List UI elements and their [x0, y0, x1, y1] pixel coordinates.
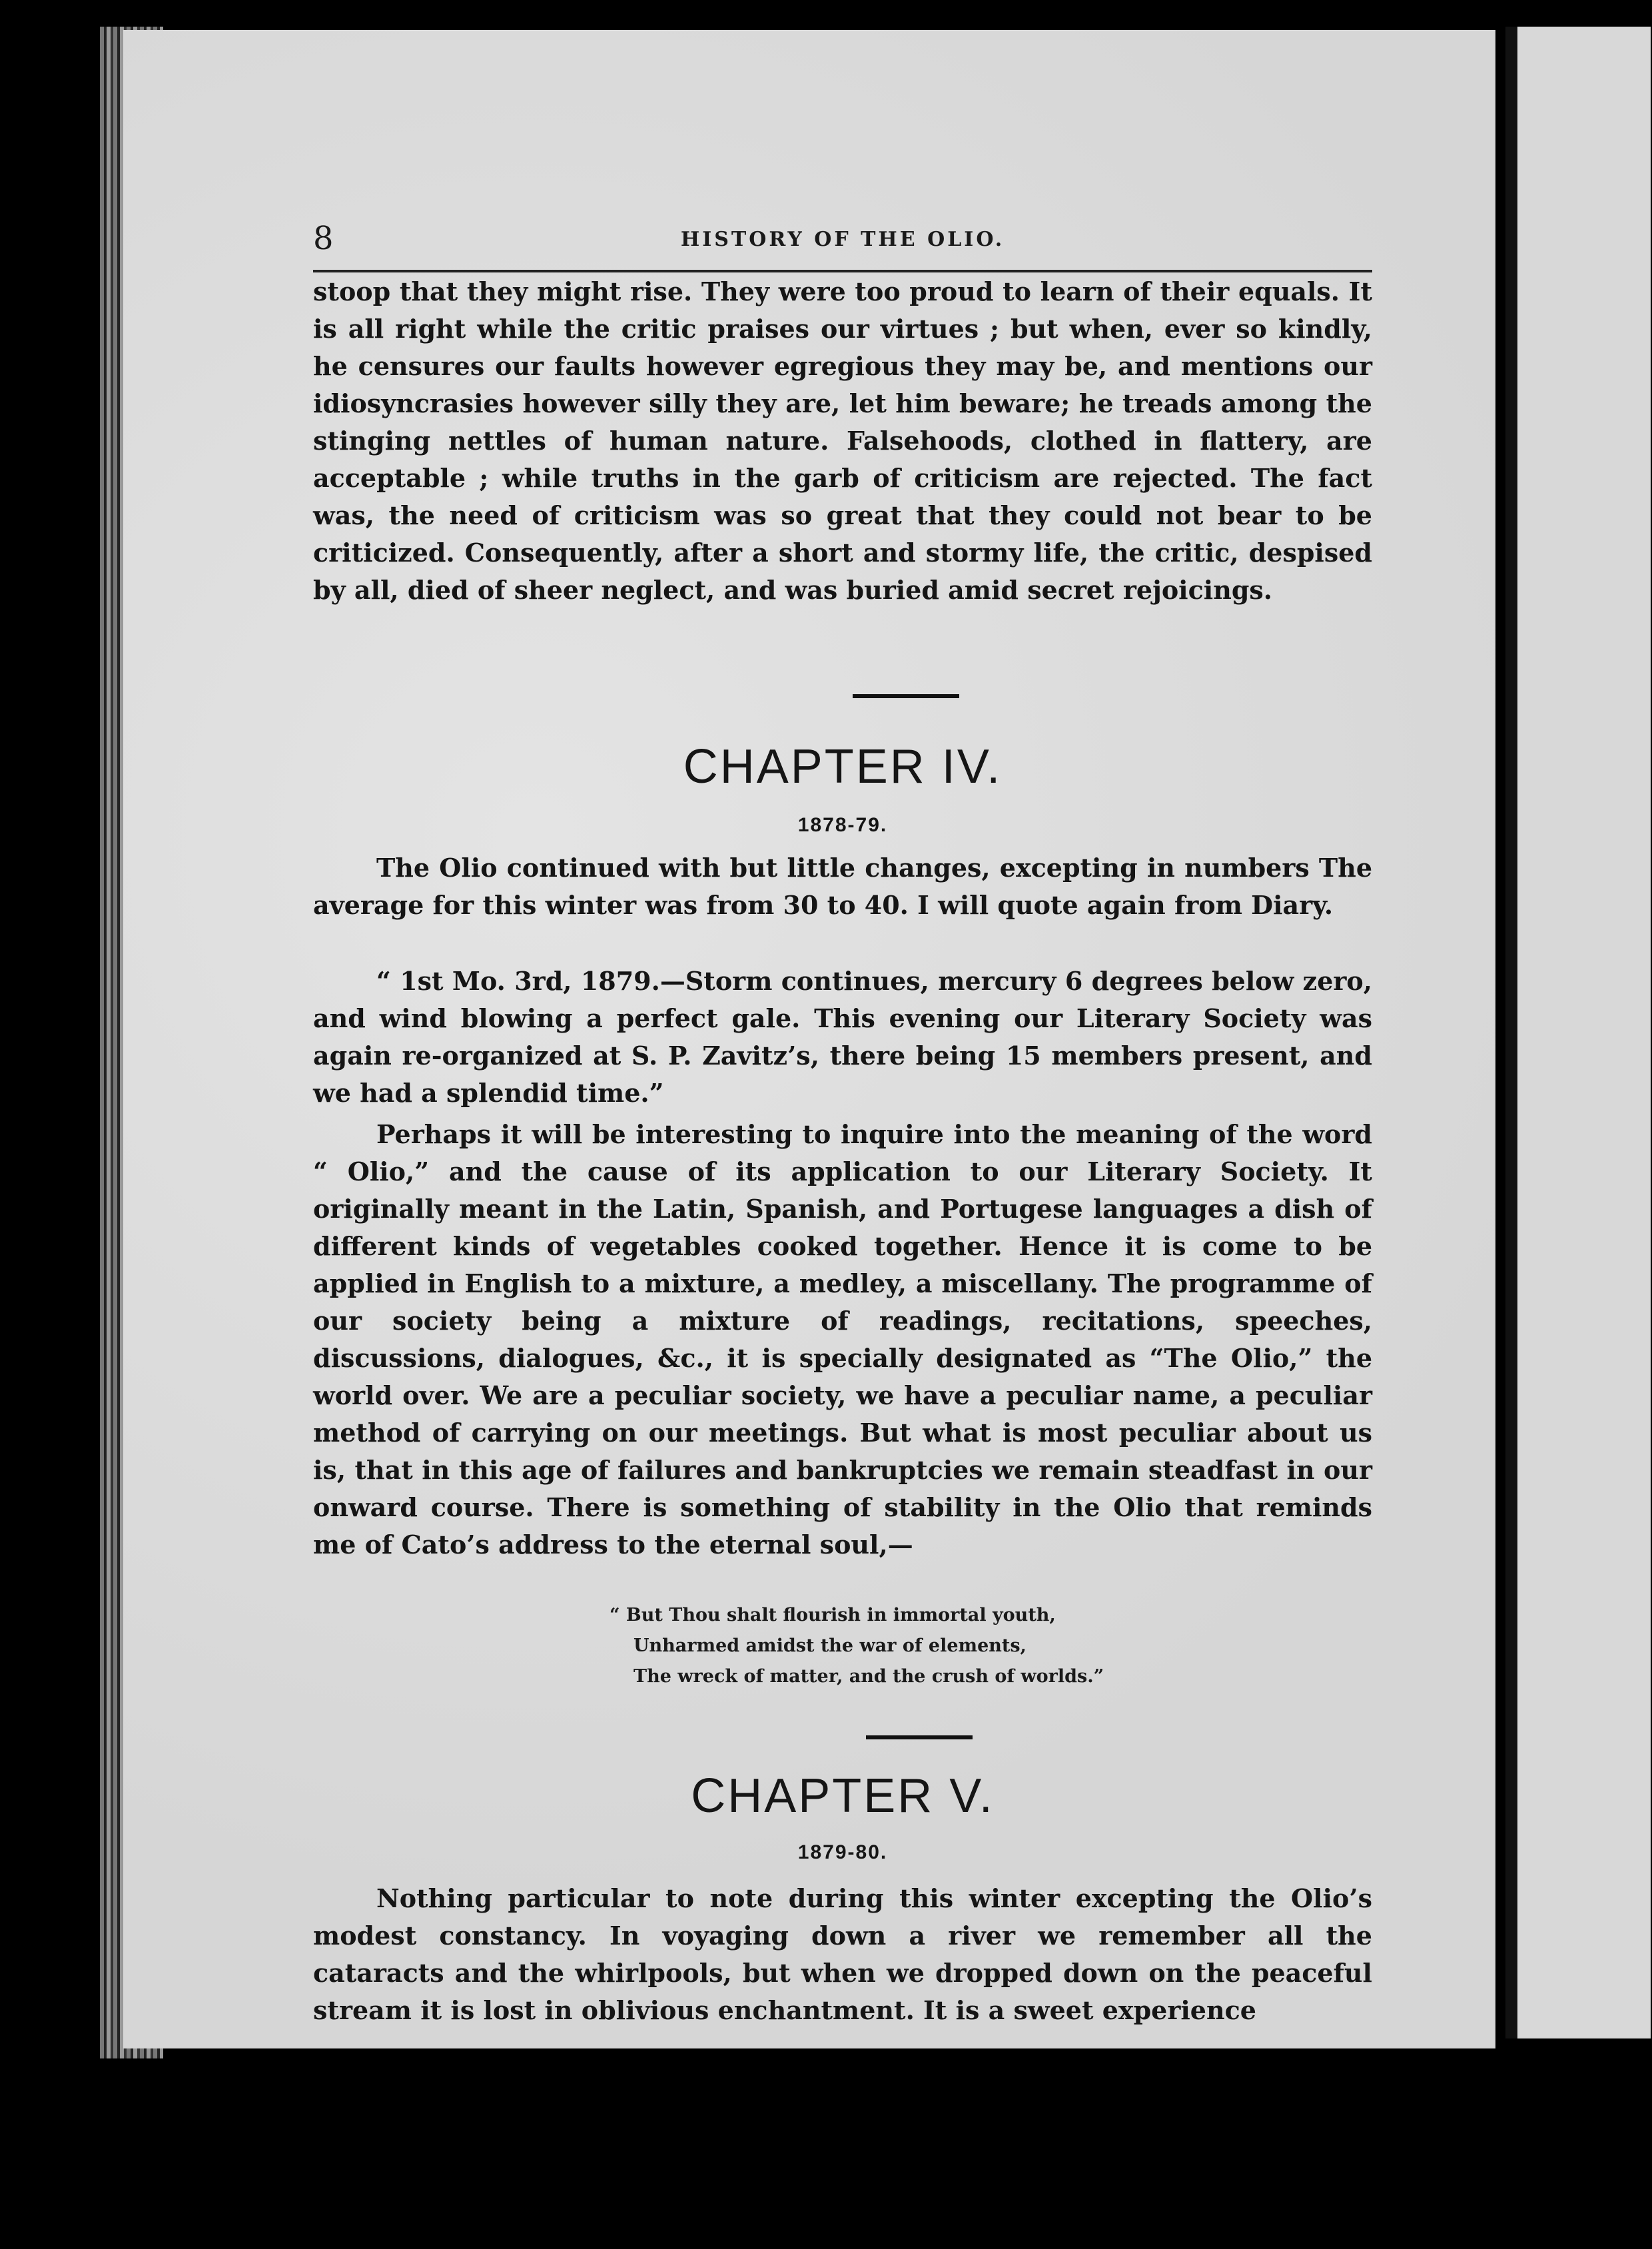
- poem-quote: [610, 1600, 1209, 1692]
- poem-line: “ But Thou shalt flourish in immortal youth,: [610, 1605, 1056, 1625]
- poem-line: The wreck of matter, and the crush of worlds.”: [633, 1666, 1104, 1687]
- adjacent-page-edge: [1505, 27, 1651, 2038]
- chapter-iv-title: CHAPTER IV.: [683, 740, 1003, 793]
- header-rule: [313, 270, 1372, 272]
- paragraph-critic: stoop that they might rise. They were too proud to learn of their equals. It is all right while the critic praises our virtues ; but when, ever so kindly, he censures our faults however egregious they may be, and mentions our idiosyncrasies however silly they are, let him beware; he treads among the stinging nettles of human nature. Falsehoods, clothed in flattery, are acceptable ; while truths in the garb of criticism are rejected. The fact was, the need of criticism was so great that they could not bear to be criticized. Consequently, after a short and stormy life, the critic, despised by all, died of sheer neglect, and was buried amid secret rejoicings.: [313, 276, 1372, 605]
- section-divider: [866, 1735, 973, 1739]
- section-divider: [853, 694, 959, 698]
- page-number: 8: [313, 220, 334, 257]
- running-head: HISTORY OF THE OLIO.: [680, 228, 1005, 251]
- poem-line: Unharmed amidst the war of elements,: [633, 1635, 1027, 1656]
- page-header: [313, 220, 1372, 273]
- chapter-v-years: 1879-80.: [797, 1841, 888, 1863]
- paragraph-chapter-v: Nothing particular to note during this winter excepting the Olio’s modest constancy. In voyaging down a river we remember all the cataracts and the whirlpools, but when we dropped down on the peaceful stream it is lost in oblivious enchantment. It is a sweet experience: [313, 1883, 1372, 2025]
- paragraph-olio-continued: The Olio continued with but little changes, excepting in numbers The average for this winter was from 30 to 40. I will quote again from Diary.: [313, 853, 1372, 920]
- chapter-v-title: CHAPTER V.: [691, 1769, 995, 1823]
- chapter-iv-years: 1878-79.: [797, 814, 888, 836]
- paragraph-diary-quote: “ 1st Mo. 3rd, 1879.—Storm continues, mercury 6 degrees below zero, and wind blowing a perfect gale. This evening our Literary Society was again re-organized at S. P. Zavitz’s, there being 15 members present, and we had a splendid time.”: [313, 966, 1372, 1108]
- paragraph-meaning-of-olio: Perhaps it will be interesting to inquire into the meaning of the word “ Olio,” and the cause of its application to our Literary Society. It originally meant in the Latin, Spanish, and Portugese languages a dish of different kinds of vegetables cooked together. Hence it is come to be applied in English to a mixture, a medley, a miscellany. The programme of our society being a mixture of readings, recitations, speeches, discussions, dialogues, &c., it is specially designated as “The Olio,” the world over. We are a peculiar society, we have a peculiar name, a peculiar method of carrying on our meetings. But what is most peculiar about us is, that in this age of failures and bankruptcies we remain steadfast in our onward course. There is something of stability in the Olio that reminds me of Cato’s address to the eternal soul,—: [313, 1119, 1372, 1560]
